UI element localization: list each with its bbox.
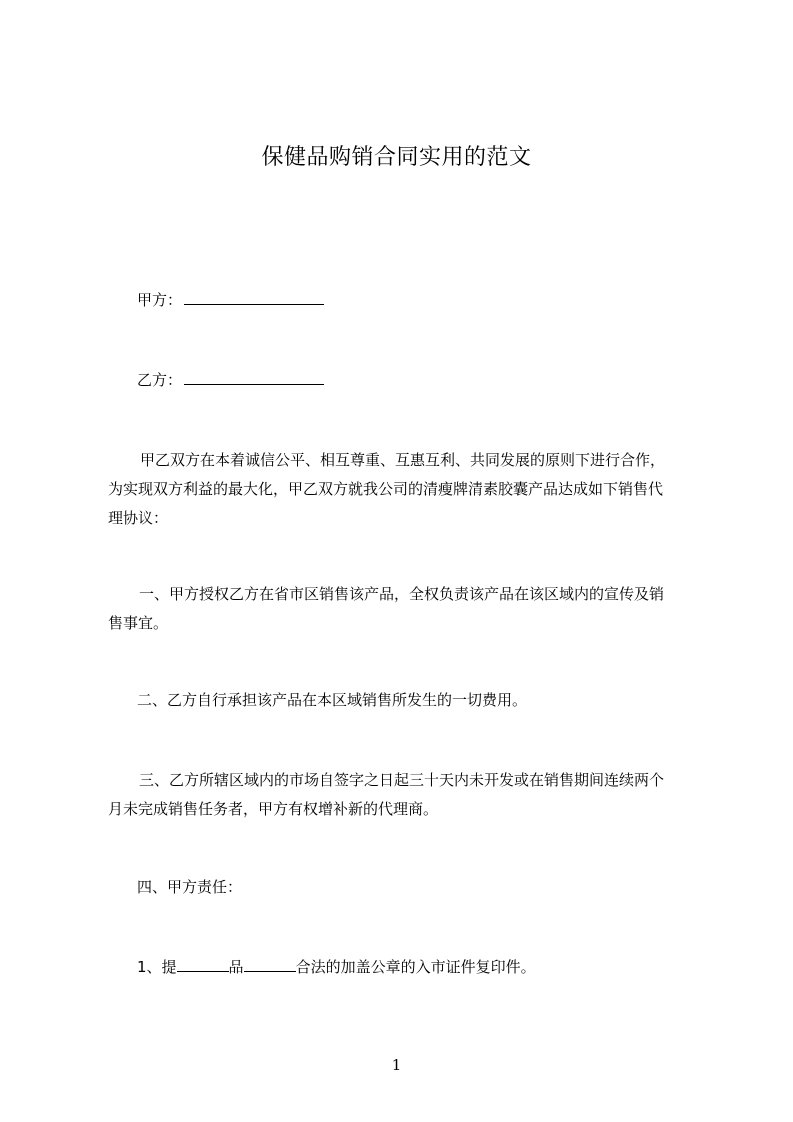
- party-a-line: [137, 290, 324, 310]
- item-1-suffix: 合法的加盖公章的入市证件复印件。: [295, 958, 536, 976]
- party-b-line: [137, 370, 324, 390]
- clause-1-line-1: 一、甲方授权乙方在省市区销售该产品，全权负责该产品在该区域内的宣传及销: [139, 585, 665, 603]
- item-1-middle: 品: [228, 958, 244, 976]
- item-1-prefix: 1、提: [137, 958, 177, 976]
- party-b-blank: [184, 370, 324, 385]
- clause-2: 二、乙方自行承担该产品在本区域销售所发生的一切费用。: [137, 691, 528, 709]
- intro-line-2: 为实现双方利益的最大化，甲乙双方就我公司的清瘦牌清素胶囊产品达成如下销售代: [108, 480, 664, 498]
- item-1-line: [137, 957, 536, 977]
- party-b-label: 乙方：: [137, 371, 183, 389]
- intro-line-1: 甲乙双方在本着诚信公平、相互尊重、互惠互利、共同发展的原则下进行合作，: [140, 451, 666, 469]
- clause-1-line-2: 售事宜。: [108, 614, 169, 632]
- clause-3-line-2: 月未完成销售任务者，甲方有权增补新的代理商。: [108, 800, 439, 818]
- page-number: 1: [391, 1056, 402, 1074]
- item-1-blank-2: [244, 957, 296, 972]
- party-a-blank: [184, 290, 324, 305]
- item-1-blank-1: [177, 957, 229, 972]
- intro-line-3: 理协议：: [108, 509, 169, 527]
- clause-4-heading: 四、甲方责任：: [137, 878, 243, 896]
- party-a-label: 甲方：: [137, 291, 183, 309]
- clause-3-line-1: 三、乙方所辖区域内的市场自签字之日起三十天内未开发或在销售期间连续两个: [139, 771, 665, 789]
- document-title: 保健品购销合同实用的范文: [261, 145, 532, 170]
